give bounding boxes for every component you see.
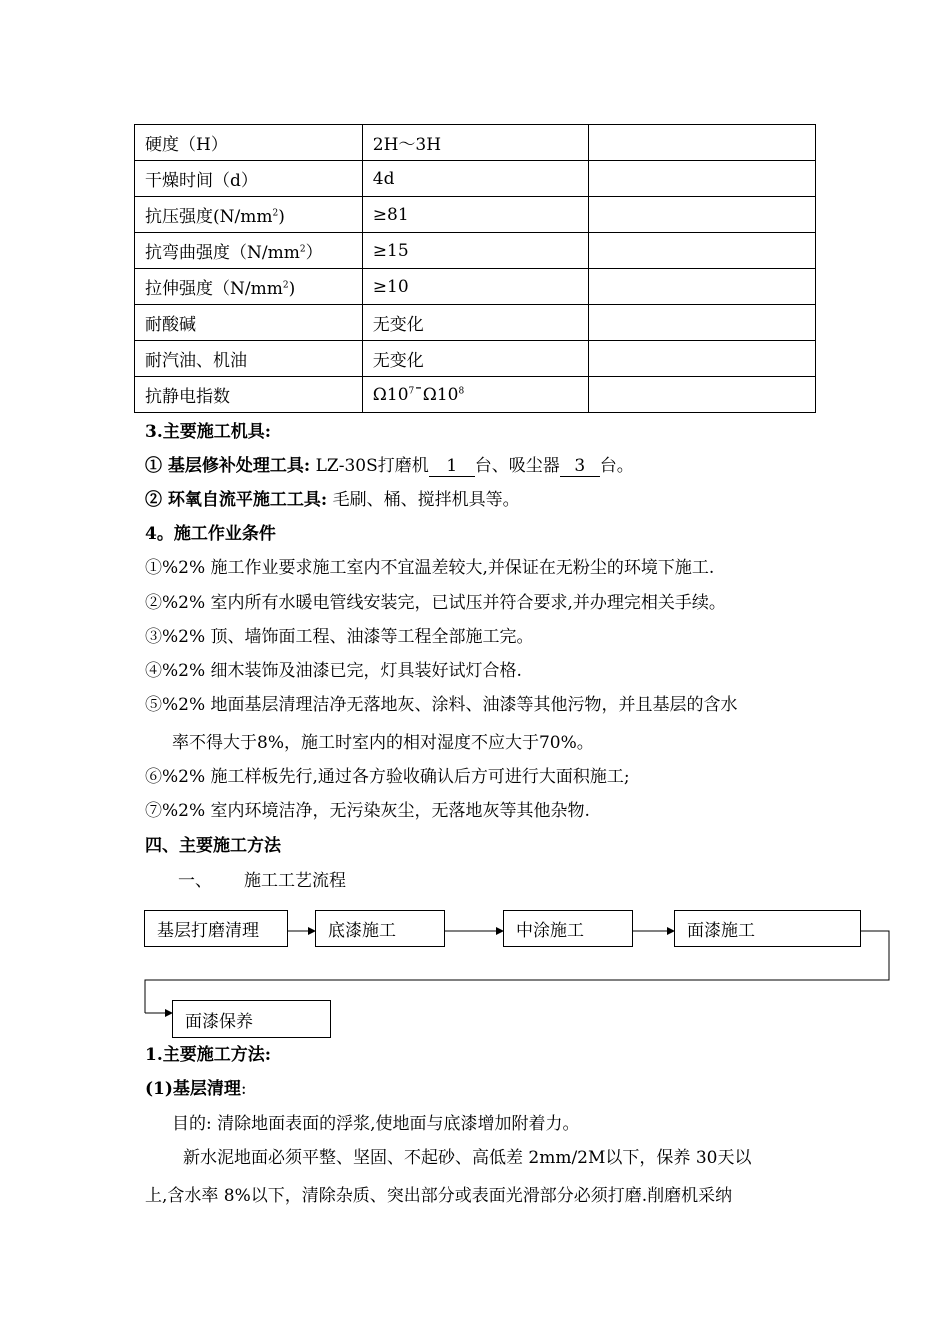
methods-heading: 1.主要施工方法: — [145, 1045, 272, 1065]
flow-step-top-coat: 面漆施工 — [674, 910, 861, 947]
vacuum-quantity: 3 — [560, 456, 600, 477]
property-name: 耐酸碱 — [135, 305, 363, 341]
section-3-heading: 3.主要施工机具: — [145, 422, 272, 442]
flow-step-grind-clean: 基层打磨清理 — [144, 910, 288, 947]
section-four-heading: 四、主要施工方法 — [145, 836, 281, 856]
property-name: 抗弯曲强度$(N/mm^2)$ — [135, 233, 363, 269]
condition-item-continued: 率不得大于8%，施工时室内的相对湿度不应大于70%。 — [172, 733, 594, 753]
condition-item: ⑦%2% 室内环境洁净，无污染灰尘，无落地灰等其他杂物. — [145, 801, 590, 821]
property-value: 无变化 — [362, 305, 588, 341]
condition-item: ①%2% 施工作业要求施工室内不宜温差较大,并保证在无粉尘的环境下施工. — [145, 558, 715, 578]
condition-item: ③%2% 顶、墙饰面工程、油漆等工程全部施工完。 — [145, 627, 534, 647]
property-name: 抗静电指数 — [135, 377, 363, 413]
grinder-quantity: 1 — [429, 456, 475, 477]
tools-item-1: ① 基层修补处理工具: LZ-30S打磨机 1 台、吸尘器 3 台。 — [145, 456, 634, 476]
property-value: ≥10 — [362, 269, 588, 305]
condition-item: ②%2% 室内所有水暖电管线安装完，已试压并符合要求,并办理完相关手续。 — [145, 593, 726, 613]
property-value: $\Omega 10^7¯\Omega 10^8$ — [362, 377, 588, 413]
property-name: 干燥时间（d） — [135, 161, 363, 197]
base-cleaning-heading: (1)基层清理: — [145, 1079, 247, 1099]
property-value: ≥81 — [362, 197, 588, 233]
section-4-heading: 4。施工作业条件 — [145, 524, 276, 544]
property-value: 2H～3H — [362, 125, 588, 161]
paragraph-line: 新水泥地面必须平整、坚固、不起砂、高低差 2mm/2M以下，保养 30天以 — [183, 1148, 752, 1168]
tools-item-1-label: ① 基层修补处理工具: — [145, 456, 311, 476]
flow-step-primer: 底漆施工 — [315, 910, 445, 947]
property-name: 硬度（H） — [135, 125, 363, 161]
property-value: ≥15 — [362, 233, 588, 269]
subsection-number: 一、 — [178, 871, 212, 891]
property-name: 拉伸强度$(N/mm^2)$ — [135, 269, 363, 305]
tools-item-2-label: ② 环氧自流平施工工具: — [145, 490, 328, 510]
flow-step-mid-coat: 中涂施工 — [503, 910, 633, 947]
tools-item-2: ② 环氧自流平施工工具: 毛刷、桶、搅拌机具等。 — [145, 490, 520, 510]
condition-item: ⑤%2% 地面基层清理洁净无落地灰、涂料、油漆等其他污物，并且基层的含水 — [145, 695, 738, 715]
paragraph-line: 上,含水率 8%以下，清除杂质、突出部分或表面光滑部分必须打磨.削磨机采纳 — [145, 1186, 733, 1206]
property-name: 抗压强度$(N/mm^2)$ — [135, 197, 363, 233]
flow-step-top-coat-curing: 面漆保养 — [172, 1000, 331, 1038]
property-value: 4d — [362, 161, 588, 197]
purpose-text: 目的: 清除地面表面的浮浆,使地面与底漆增加附着力。 — [172, 1114, 580, 1134]
property-value: 无变化 — [362, 341, 588, 377]
condition-item: ⑥%2% 施工样板先行,通过各方验收确认后方可进行大面积施工; — [145, 767, 630, 787]
condition-item: ④%2% 细木装饰及油漆已完，灯具装好试灯合格. — [145, 661, 522, 681]
property-name: 耐汽油、机油 — [135, 341, 363, 377]
subsection-title: 施工工艺流程 — [244, 871, 346, 891]
